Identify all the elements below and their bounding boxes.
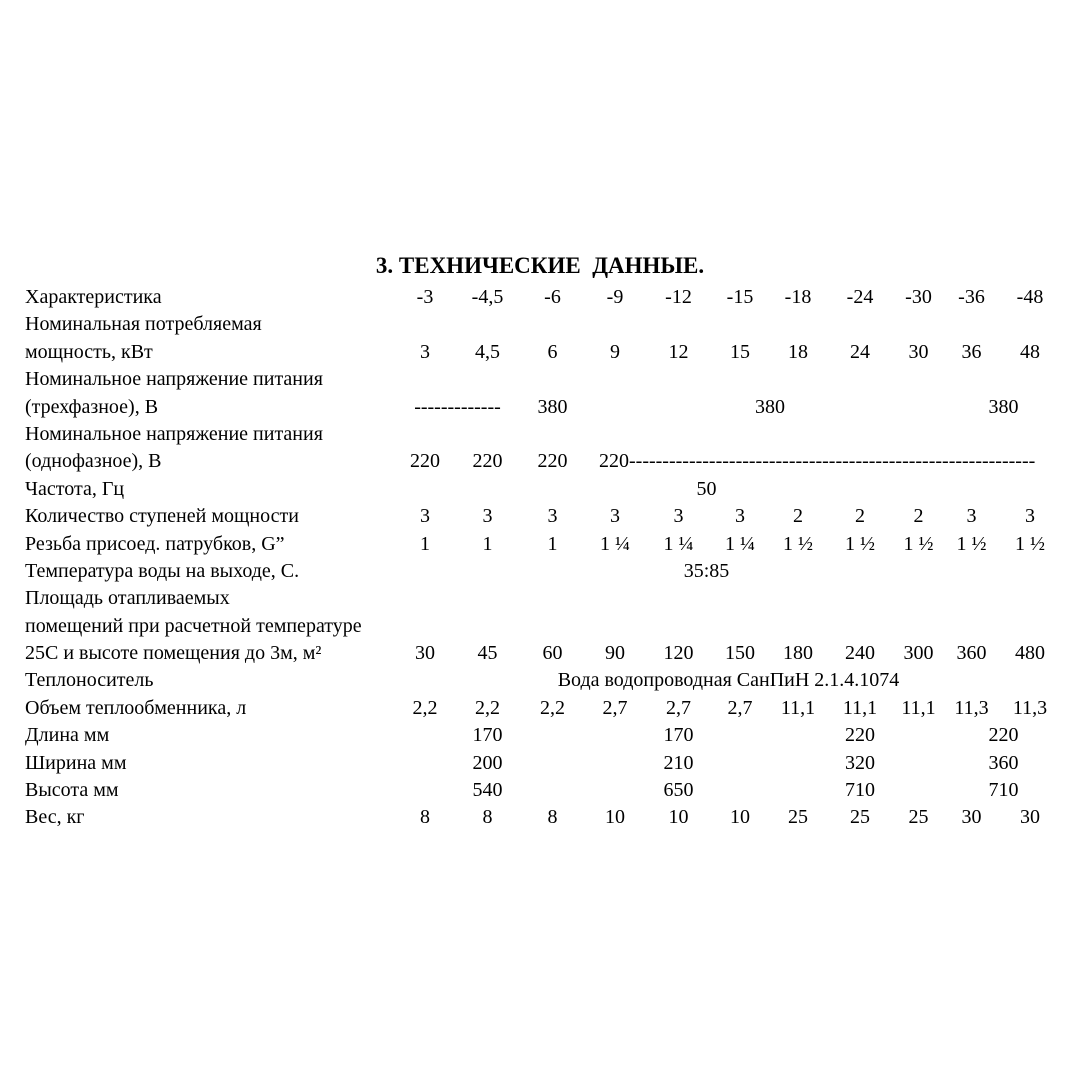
cell-value: 1 ¼: [725, 532, 755, 555]
cell-value: 200: [472, 751, 503, 774]
row-label: Характеристика: [25, 286, 162, 308]
cell-value: 3: [420, 340, 430, 363]
cell-value: 650: [663, 779, 694, 802]
cell-value: 380: [755, 395, 785, 418]
cell-value: 10: [605, 806, 625, 829]
cell-value: 540: [472, 779, 503, 802]
table-row: [25, 558, 1062, 585]
cell-value: 170: [472, 724, 503, 747]
cell-value: 25: [908, 806, 929, 829]
cell-value: 180: [783, 642, 813, 665]
row-label: Ширина мм: [25, 751, 127, 774]
cell-value: 320: [845, 751, 875, 774]
cell-value: 1 ¼: [663, 532, 694, 555]
cell-value: -48: [1016, 286, 1044, 308]
table-row: [25, 695, 1062, 722]
cell-value: 1 ½: [1015, 532, 1045, 555]
cell-value: 1 ¼: [600, 532, 630, 555]
cell-value: 10: [730, 806, 750, 829]
cell-value: 24: [850, 340, 870, 363]
row-label: Частота, Гц: [25, 477, 125, 500]
cell-value: 12: [668, 340, 689, 363]
cell-value: 45: [477, 642, 498, 665]
page-title: 3. ТЕХНИЧЕСКИЕ ДАННЫЕ.: [375, 253, 705, 278]
row-label: (однофазное), В: [25, 450, 162, 473]
row-label: 25С и высоте помещения до 3м, м²: [25, 642, 322, 665]
cell-value: 2: [793, 505, 803, 528]
cell-value: 300: [903, 642, 934, 665]
cell-value: 1 ½: [783, 532, 813, 555]
cell-value: -12: [665, 286, 692, 308]
cell-value: 30: [961, 806, 982, 829]
cell-value: 3: [735, 505, 745, 528]
cell-value: 2,7: [666, 696, 691, 719]
cell-value: 11,3: [954, 696, 989, 719]
cell-value: 220: [988, 724, 1019, 747]
cell-value: 18: [788, 340, 808, 363]
row-label: Длина мм: [25, 724, 110, 747]
table-row: [25, 448, 1062, 475]
cell-value: 50: [696, 477, 717, 500]
row-label: помещений при расчетной температуре: [25, 614, 362, 637]
technical-data-table: [25, 284, 1062, 832]
cell-value: 3: [420, 505, 430, 528]
cell-value: 1 ½: [956, 532, 987, 555]
table-row: [25, 421, 1062, 448]
cell-value: 30: [1020, 806, 1040, 829]
table-row: [25, 339, 1062, 366]
table-row: [25, 311, 1062, 338]
cell-value: 3: [966, 505, 977, 528]
cell-value: 120: [663, 642, 694, 665]
table-row: [25, 640, 1062, 667]
cell-value: -24: [846, 286, 874, 308]
row-label: мощность, кВт: [25, 340, 153, 363]
cell-value: 220: [410, 450, 440, 473]
cell-value: 1 ½: [845, 532, 875, 555]
cell-value: 710: [845, 779, 875, 802]
cell-value: 1: [420, 532, 430, 555]
row-label: Площадь отапливаемых: [25, 587, 230, 610]
cell-value: 1: [482, 532, 493, 555]
cell-value: -30: [905, 286, 932, 308]
cell-value: 240: [845, 642, 875, 665]
cell-value: 2,2: [475, 696, 500, 719]
cell-value: 25: [788, 806, 808, 829]
row-label: Теплоноситель: [25, 669, 154, 692]
cell-value: 8: [482, 806, 493, 829]
cell-value: 60: [542, 642, 563, 665]
table-row: [25, 531, 1062, 558]
row-label: Номинальная потребляемая: [25, 313, 262, 336]
cell-value: 11,1: [780, 696, 816, 719]
cell-value: -3: [416, 286, 434, 308]
cell-value: -9: [606, 286, 624, 308]
cell-value: 380: [537, 395, 568, 418]
table-row: [25, 585, 1062, 612]
cell-value: 3: [547, 505, 558, 528]
row-label: Объем теплообменника, л: [25, 696, 247, 719]
cell-value: 2,7: [602, 696, 628, 719]
cell-value: 210: [663, 751, 694, 774]
cell-value: -4,5: [471, 286, 504, 308]
table-row: [25, 777, 1062, 804]
cell-value: 2,2: [540, 696, 565, 719]
cell-value: -18: [784, 286, 812, 308]
cell-value: 220: [537, 450, 568, 473]
cell-value: 25: [850, 806, 870, 829]
cell-value: 9: [610, 340, 620, 363]
cell-value: 11,1: [842, 696, 878, 719]
cell-value: 1 ½: [903, 532, 934, 555]
table-row: [25, 613, 1062, 640]
table-row: [25, 503, 1062, 530]
cell-value: 360: [988, 751, 1019, 774]
table-row: [25, 284, 1062, 311]
cell-value: 2: [855, 505, 865, 528]
row-label: Количество ступеней мощности: [25, 505, 299, 528]
cell-value: 36: [961, 340, 982, 363]
row-label: Вес, кг: [25, 806, 85, 829]
cell-value: -------------: [414, 395, 501, 418]
row-label: Высота мм: [25, 779, 119, 802]
table-row: [25, 394, 1062, 421]
cell-value: 1: [547, 532, 558, 555]
cell-value: 15: [730, 340, 750, 363]
cell-value: 3: [673, 505, 684, 528]
cell-value: 48: [1020, 340, 1040, 363]
row-label: Температура воды на выходе, С.: [25, 559, 300, 582]
cell-value: 90: [605, 642, 625, 665]
cell-value: -6: [544, 286, 561, 308]
cell-value: 8: [420, 806, 430, 829]
table-row: [25, 366, 1062, 393]
table-row: [25, 804, 1062, 831]
cell-value: 4,5: [475, 340, 500, 363]
cell-value: 8: [547, 806, 558, 829]
cell-value: Вода водопроводная СанПиН 2.1.4.1074: [557, 669, 900, 692]
table-row: [25, 722, 1062, 749]
cell-value: 2,7: [727, 696, 753, 719]
cell-value: 3: [1025, 505, 1035, 528]
table-row: [25, 667, 1062, 694]
cell-value: 30: [908, 340, 929, 363]
cell-value: 6: [547, 340, 558, 363]
table-row: [25, 750, 1062, 777]
cell-value: 480: [1015, 642, 1045, 665]
row-label: Номинальное напряжение питания: [25, 422, 323, 445]
cell-value: 2,2: [412, 696, 438, 719]
row-label: Номинальное напряжение питания: [25, 368, 323, 391]
cell-value: 30: [415, 642, 435, 665]
cell-value: 220: [845, 724, 875, 747]
cell-value: -15: [726, 286, 754, 308]
cell-value: 3: [482, 505, 493, 528]
cell-value: 10: [668, 806, 689, 829]
cell-value: 710: [988, 779, 1019, 802]
cell-value: 11,1: [901, 696, 936, 719]
cell-value: -36: [958, 286, 985, 308]
cell-value: 380: [988, 395, 1019, 418]
cell-value: 35:85: [683, 559, 730, 582]
cell-value: 170: [663, 724, 694, 747]
cell-value: 2: [913, 505, 924, 528]
cell-value: 3: [610, 505, 620, 528]
cell-value: 220-------------------------------------------------------------: [599, 450, 1036, 473]
cell-value: 360: [956, 642, 987, 665]
row-label: (трехфазное), В: [25, 395, 159, 418]
table-row: [25, 476, 1062, 503]
cell-value: 150: [725, 642, 755, 665]
row-label: Резьба присоед. патрубков, G”: [25, 532, 285, 555]
cell-value: 220: [472, 450, 503, 473]
cell-value: 11,3: [1012, 696, 1048, 719]
